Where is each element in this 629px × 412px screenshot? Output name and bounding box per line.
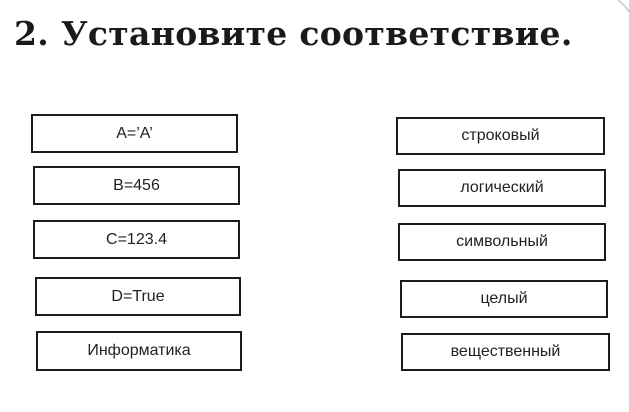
left-item-b[interactable]: B=456 bbox=[33, 166, 240, 205]
corner-arc-decoration bbox=[617, 0, 629, 18]
right-item-string[interactable]: строковый bbox=[396, 117, 605, 155]
left-item-informatika[interactable]: Информатика bbox=[36, 331, 242, 371]
right-item-integer[interactable]: целый bbox=[400, 280, 608, 318]
left-item-c[interactable]: C=123.4 bbox=[33, 220, 240, 259]
left-item-d[interactable]: D=True bbox=[35, 277, 241, 316]
right-item-char[interactable]: символьный bbox=[398, 223, 606, 261]
right-item-boolean[interactable]: логический bbox=[398, 169, 606, 207]
right-item-real[interactable]: вещественный bbox=[401, 333, 610, 371]
task-title: 2. Установите соответствие. bbox=[14, 14, 573, 53]
left-item-a[interactable]: A=’A’ bbox=[31, 114, 238, 153]
